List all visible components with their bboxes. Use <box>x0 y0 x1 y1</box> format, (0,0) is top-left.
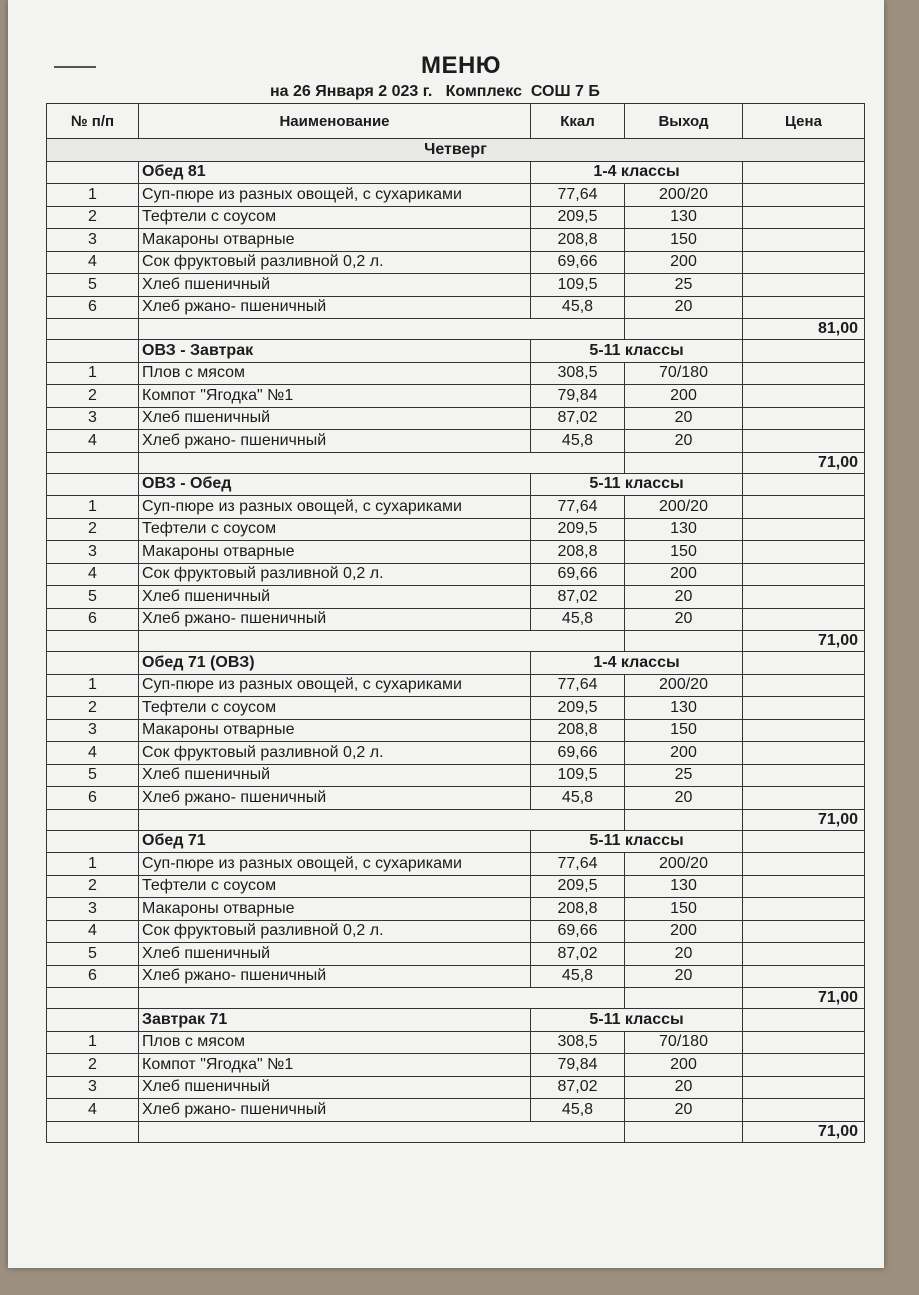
section-price-empty <box>743 1009 865 1032</box>
item-num: 2 <box>47 1054 139 1077</box>
table-row <box>47 697 865 720</box>
item-output: 130 <box>625 518 743 541</box>
item-kcal: 79,84 <box>531 1054 625 1077</box>
section-total: 71,00 <box>743 452 865 473</box>
item-price <box>743 362 865 385</box>
item-price <box>743 296 865 319</box>
item-kcal: 109,5 <box>531 764 625 787</box>
section-name: Завтрак 71 <box>139 1009 531 1032</box>
item-name: Макароны отварные <box>139 541 531 564</box>
item-output: 20 <box>625 1099 743 1122</box>
item-price <box>743 541 865 564</box>
item-kcal: 77,64 <box>531 496 625 519</box>
total-num-empty <box>47 631 139 652</box>
menu-subtitle: на 26 Января 2 023 г. Комплекс СОШ 7 Б <box>270 83 600 100</box>
item-kcal: 45,8 <box>531 430 625 453</box>
table-row <box>47 1054 865 1077</box>
section-num-empty <box>47 1009 139 1032</box>
table-row <box>47 719 865 742</box>
item-price <box>743 1031 865 1054</box>
table-row <box>47 1031 865 1054</box>
item-num: 3 <box>47 719 139 742</box>
table-row <box>47 608 865 631</box>
item-name: Сок фруктовый разливной 0,2 л. <box>139 251 531 274</box>
day-label: Четверг <box>47 139 865 162</box>
item-price <box>743 251 865 274</box>
item-output: 25 <box>625 274 743 297</box>
item-price <box>743 853 865 876</box>
table-row <box>47 229 865 252</box>
section-header-row <box>47 340 865 363</box>
item-name: Хлеб ржано- пшеничный <box>139 430 531 453</box>
total-spacer <box>139 1121 625 1142</box>
total-spacer <box>139 631 625 652</box>
item-output: 70/180 <box>625 1031 743 1054</box>
item-output: 200 <box>625 742 743 765</box>
item-kcal: 87,02 <box>531 586 625 609</box>
table-row <box>47 274 865 297</box>
item-name: Сок фруктовый разливной 0,2 л. <box>139 742 531 765</box>
item-price <box>743 586 865 609</box>
item-num: 2 <box>47 697 139 720</box>
item-num: 1 <box>47 496 139 519</box>
item-output: 130 <box>625 206 743 229</box>
table-row <box>47 563 865 586</box>
item-num: 1 <box>47 362 139 385</box>
table-row <box>47 787 865 810</box>
item-output: 150 <box>625 898 743 921</box>
item-name: Хлеб ржано- пшеничный <box>139 296 531 319</box>
item-name: Суп-пюре из разных овощей, с сухариками <box>139 496 531 519</box>
item-name: Хлеб ржано- пшеничный <box>139 965 531 988</box>
item-price <box>743 875 865 898</box>
item-num: 6 <box>47 787 139 810</box>
total-spacer-2 <box>625 452 743 473</box>
item-price <box>743 430 865 453</box>
total-spacer <box>139 809 625 830</box>
section-total-row <box>47 809 865 830</box>
item-name: Тефтели с соусом <box>139 875 531 898</box>
section-num-empty <box>47 652 139 675</box>
item-output: 20 <box>625 296 743 319</box>
item-kcal: 69,66 <box>531 251 625 274</box>
item-kcal: 208,8 <box>531 719 625 742</box>
item-name: Сок фруктовый разливной 0,2 л. <box>139 563 531 586</box>
item-price <box>743 229 865 252</box>
item-price <box>743 764 865 787</box>
item-name: Суп-пюре из разных овощей, с сухариками <box>139 853 531 876</box>
section-total: 81,00 <box>743 319 865 340</box>
section-num-empty <box>47 161 139 184</box>
table-row <box>47 764 865 787</box>
menu-title: МЕНЮ <box>420 52 502 79</box>
menu-table <box>46 103 865 1143</box>
total-spacer <box>139 452 625 473</box>
item-output: 20 <box>625 430 743 453</box>
total-num-empty <box>47 809 139 830</box>
item-name: Компот "Ягодка" №1 <box>139 1054 531 1077</box>
item-num: 3 <box>47 1076 139 1099</box>
item-name: Плов с мясом <box>139 1031 531 1054</box>
section-name: Обед 71 <box>139 830 531 853</box>
item-name: Плов с мясом <box>139 362 531 385</box>
item-num: 3 <box>47 407 139 430</box>
total-spacer <box>139 319 625 340</box>
table-row <box>47 943 865 966</box>
item-price <box>743 184 865 207</box>
table-row <box>47 184 865 207</box>
table-row <box>47 362 865 385</box>
section-total-row <box>47 452 865 473</box>
table-row <box>47 251 865 274</box>
item-price <box>743 407 865 430</box>
item-output: 200 <box>625 385 743 408</box>
item-kcal: 45,8 <box>531 608 625 631</box>
item-output: 150 <box>625 229 743 252</box>
section-total-row <box>47 631 865 652</box>
item-name: Макароны отварные <box>139 229 531 252</box>
section-header-row <box>47 830 865 853</box>
item-name: Хлеб ржано- пшеничный <box>139 608 531 631</box>
section-classes: 5-11 классы <box>531 340 743 363</box>
item-kcal: 208,8 <box>531 541 625 564</box>
table-row <box>47 965 865 988</box>
table-row <box>47 742 865 765</box>
item-num: 5 <box>47 586 139 609</box>
item-num: 5 <box>47 274 139 297</box>
item-price <box>743 965 865 988</box>
item-price <box>743 1076 865 1099</box>
item-kcal: 209,5 <box>531 518 625 541</box>
item-num: 3 <box>47 541 139 564</box>
section-header-row <box>47 473 865 496</box>
item-kcal: 69,66 <box>531 563 625 586</box>
item-kcal: 308,5 <box>531 362 625 385</box>
item-kcal: 45,8 <box>531 787 625 810</box>
item-name: Хлеб пшеничный <box>139 407 531 430</box>
table-row <box>47 430 865 453</box>
item-price <box>743 898 865 921</box>
section-classes: 1-4 классы <box>531 161 743 184</box>
section-name: Обед 71 (ОВЗ) <box>139 652 531 675</box>
item-price <box>743 674 865 697</box>
item-kcal: 69,66 <box>531 742 625 765</box>
item-output: 20 <box>625 787 743 810</box>
header-price: Цена <box>743 104 865 139</box>
section-classes: 5-11 классы <box>531 830 743 853</box>
item-num: 6 <box>47 608 139 631</box>
item-output: 20 <box>625 586 743 609</box>
item-output: 200 <box>625 563 743 586</box>
section-classes: 5-11 классы <box>531 1009 743 1032</box>
total-spacer-2 <box>625 809 743 830</box>
item-kcal: 45,8 <box>531 296 625 319</box>
item-output: 200 <box>625 920 743 943</box>
item-name: Хлеб пшеничный <box>139 586 531 609</box>
section-total: 71,00 <box>743 1121 865 1142</box>
menu-sheet <box>8 0 884 1268</box>
table-row <box>47 407 865 430</box>
item-num: 2 <box>47 206 139 229</box>
table-row <box>47 674 865 697</box>
total-num-empty <box>47 319 139 340</box>
item-num: 4 <box>47 1099 139 1122</box>
table-row <box>47 875 865 898</box>
header-num: № п/п <box>47 104 139 139</box>
item-output: 20 <box>625 965 743 988</box>
table-row <box>47 1076 865 1099</box>
item-num: 1 <box>47 184 139 207</box>
item-name: Макароны отварные <box>139 719 531 742</box>
item-output: 200/20 <box>625 853 743 876</box>
item-kcal: 208,8 <box>531 229 625 252</box>
header-output: Выход <box>625 104 743 139</box>
item-price <box>743 920 865 943</box>
section-classes: 5-11 классы <box>531 473 743 496</box>
item-name: Хлеб ржано- пшеничный <box>139 1099 531 1122</box>
item-kcal: 87,02 <box>531 1076 625 1099</box>
item-output: 130 <box>625 697 743 720</box>
section-total-row <box>47 988 865 1009</box>
total-num-empty <box>47 988 139 1009</box>
item-kcal: 109,5 <box>531 274 625 297</box>
item-price <box>743 787 865 810</box>
item-num: 5 <box>47 764 139 787</box>
item-name: Суп-пюре из разных овощей, с сухариками <box>139 674 531 697</box>
item-kcal: 87,02 <box>531 407 625 430</box>
item-kcal: 77,64 <box>531 853 625 876</box>
section-name: ОВЗ - Завтрак <box>139 340 531 363</box>
total-spacer-2 <box>625 319 743 340</box>
item-name: Тефтели с соусом <box>139 206 531 229</box>
table-row <box>47 898 865 921</box>
section-name: Обед 81 <box>139 161 531 184</box>
item-num: 6 <box>47 296 139 319</box>
table-row <box>47 496 865 519</box>
item-kcal: 77,64 <box>531 184 625 207</box>
item-kcal: 209,5 <box>531 697 625 720</box>
item-name: Тефтели с соусом <box>139 518 531 541</box>
item-output: 70/180 <box>625 362 743 385</box>
menu-body <box>47 139 865 1143</box>
table-row <box>47 385 865 408</box>
total-num-empty <box>47 452 139 473</box>
item-name: Хлеб пшеничный <box>139 943 531 966</box>
item-kcal: 308,5 <box>531 1031 625 1054</box>
section-header-row <box>47 1009 865 1032</box>
item-output: 20 <box>625 608 743 631</box>
item-name: Макароны отварные <box>139 898 531 921</box>
item-kcal: 208,8 <box>531 898 625 921</box>
section-price-empty <box>743 473 865 496</box>
item-num: 3 <box>47 898 139 921</box>
item-num: 3 <box>47 229 139 252</box>
item-num: 6 <box>47 965 139 988</box>
item-num: 5 <box>47 943 139 966</box>
section-num-empty <box>47 340 139 363</box>
item-output: 20 <box>625 407 743 430</box>
item-num: 4 <box>47 430 139 453</box>
header-kcal: Ккал <box>531 104 625 139</box>
item-name: Суп-пюре из разных овощей, с сухариками <box>139 184 531 207</box>
item-kcal: 87,02 <box>531 943 625 966</box>
item-price <box>743 719 865 742</box>
item-price <box>743 608 865 631</box>
item-kcal: 45,8 <box>531 1099 625 1122</box>
item-kcal: 77,64 <box>531 674 625 697</box>
table-row <box>47 541 865 564</box>
item-price <box>743 697 865 720</box>
total-spacer <box>139 988 625 1009</box>
item-name: Компот "Ягодка" №1 <box>139 385 531 408</box>
table-row <box>47 518 865 541</box>
item-kcal: 45,8 <box>531 965 625 988</box>
item-name: Хлеб пшеничный <box>139 1076 531 1099</box>
item-price <box>743 385 865 408</box>
item-price <box>743 274 865 297</box>
item-num: 4 <box>47 742 139 765</box>
table-row <box>47 296 865 319</box>
table-row <box>47 586 865 609</box>
item-kcal: 79,84 <box>531 385 625 408</box>
item-num: 1 <box>47 853 139 876</box>
day-row <box>47 139 865 162</box>
item-name: Хлеб пшеничный <box>139 764 531 787</box>
item-kcal: 209,5 <box>531 875 625 898</box>
section-total: 71,00 <box>743 988 865 1009</box>
section-num-empty <box>47 830 139 853</box>
item-price <box>743 518 865 541</box>
item-num: 2 <box>47 875 139 898</box>
total-num-empty <box>47 1121 139 1142</box>
table-row <box>47 853 865 876</box>
item-output: 200/20 <box>625 184 743 207</box>
section-price-empty <box>743 340 865 363</box>
item-output: 200 <box>625 1054 743 1077</box>
item-output: 150 <box>625 541 743 564</box>
item-price <box>743 496 865 519</box>
item-output: 20 <box>625 943 743 966</box>
item-num: 1 <box>47 674 139 697</box>
section-name: ОВЗ - Обед <box>139 473 531 496</box>
section-total-row <box>47 319 865 340</box>
header-row <box>47 104 865 139</box>
item-name: Тефтели с соусом <box>139 697 531 720</box>
item-num: 1 <box>47 1031 139 1054</box>
item-output: 130 <box>625 875 743 898</box>
table-row <box>47 206 865 229</box>
item-name: Хлеб ржано- пшеничный <box>139 787 531 810</box>
total-spacer-2 <box>625 988 743 1009</box>
item-output: 20 <box>625 1076 743 1099</box>
item-output: 25 <box>625 764 743 787</box>
item-price <box>743 1099 865 1122</box>
item-num: 4 <box>47 251 139 274</box>
section-total-row <box>47 1121 865 1142</box>
item-output: 200/20 <box>625 496 743 519</box>
section-total: 71,00 <box>743 809 865 830</box>
table-row <box>47 920 865 943</box>
item-num: 2 <box>47 518 139 541</box>
section-price-empty <box>743 652 865 675</box>
item-output: 150 <box>625 719 743 742</box>
item-num: 2 <box>47 385 139 408</box>
item-num: 4 <box>47 563 139 586</box>
section-num-empty <box>47 473 139 496</box>
section-header-row <box>47 652 865 675</box>
section-total: 71,00 <box>743 631 865 652</box>
item-price <box>743 206 865 229</box>
item-name: Хлеб пшеничный <box>139 274 531 297</box>
item-output: 200 <box>625 251 743 274</box>
item-num: 4 <box>47 920 139 943</box>
item-name: Сок фруктовый разливной 0,2 л. <box>139 920 531 943</box>
item-price <box>743 563 865 586</box>
total-spacer-2 <box>625 631 743 652</box>
section-price-empty <box>743 830 865 853</box>
section-classes: 1-4 классы <box>531 652 743 675</box>
item-price <box>743 742 865 765</box>
item-kcal: 209,5 <box>531 206 625 229</box>
section-price-empty <box>743 161 865 184</box>
item-kcal: 69,66 <box>531 920 625 943</box>
item-output: 200/20 <box>625 674 743 697</box>
section-header-row <box>47 161 865 184</box>
item-price <box>743 943 865 966</box>
item-price <box>743 1054 865 1077</box>
table-row <box>47 1099 865 1122</box>
header-name: Наименование <box>139 104 531 139</box>
total-spacer-2 <box>625 1121 743 1142</box>
